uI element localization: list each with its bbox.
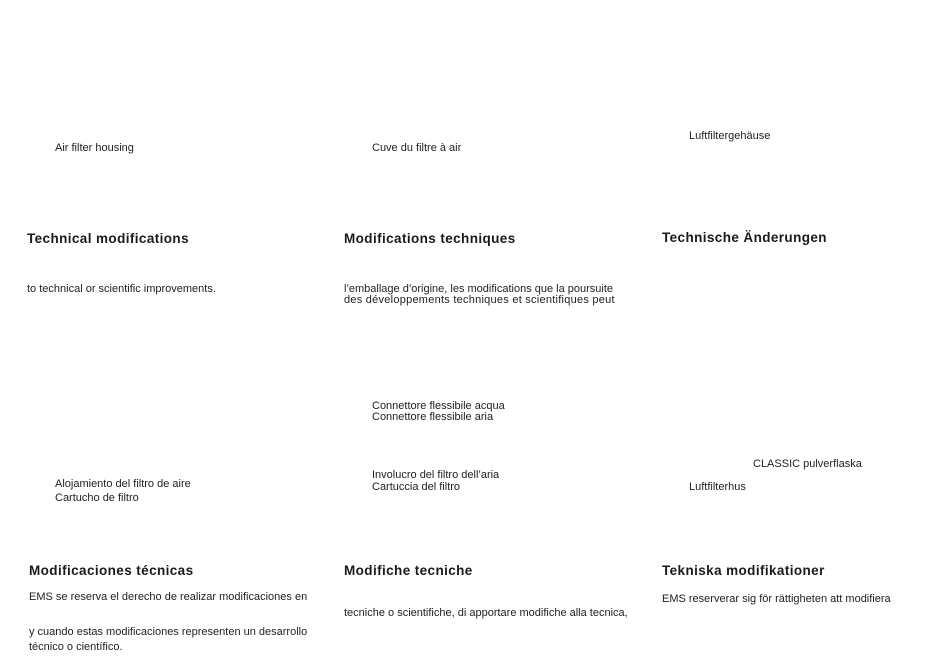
en-body-text: to technical or scientific improvements. [27, 283, 216, 295]
fr-body-text-line1: l’emballage d’origine, les modifications que la poursuite [344, 283, 614, 295]
it-body-text: tecniche o scientifiche, di apportare modifiche alla tecnica, [344, 607, 628, 619]
es-filter-cartridge-label: Cartucho de filtro [55, 492, 139, 504]
de-air-filter-housing-label: Luftfiltergehäuse [689, 130, 771, 142]
en-technical-modifications-heading: Technical modifications [27, 231, 189, 246]
sv-powder-flask-label: CLASSIC pulverflaska [753, 458, 862, 470]
sv-body-text: EMS reserverar sig för rättigheten att modifiera [662, 593, 891, 605]
de-technical-modifications-heading: Technische Änderungen [662, 230, 827, 245]
sv-technical-modifications-heading: Tekniska modifikationer [662, 563, 825, 578]
es-air-filter-housing-label: Alojamiento del filtro de aire [55, 478, 191, 490]
es-body-text-line1: EMS se reserva el derecho de realizar modificaciones en [29, 591, 308, 603]
fr-body-text-line2: des développements techniques et scientifiques peut [344, 294, 615, 306]
it-air-filter-housing-label: Involucro del filtro dell’aria [372, 469, 500, 481]
it-air-hose-connector-label: Connettore flessibile aria [372, 411, 494, 423]
es-body-text-line2: y cuando estas modificaciones representen un desarrollo [29, 626, 308, 638]
it-technical-modifications-heading: Modifiche tecniche [344, 563, 473, 578]
it-filter-cartridge-label: Cartuccia del filtro [372, 481, 461, 493]
it-water-hose-connector-label: Connettore flessibile acqua [372, 400, 505, 412]
fr-technical-modifications-heading: Modifications techniques [344, 231, 516, 246]
es-body-text-line3: técnico o científico. [29, 641, 123, 653]
es-technical-modifications-heading: Modificaciones técnicas [29, 563, 194, 578]
fr-air-filter-housing-label: Cuve du filtre à air [372, 142, 462, 154]
sv-air-filter-housing-label: Luftfilterhus [689, 481, 746, 493]
en-air-filter-housing-label: Air filter housing [55, 142, 134, 154]
